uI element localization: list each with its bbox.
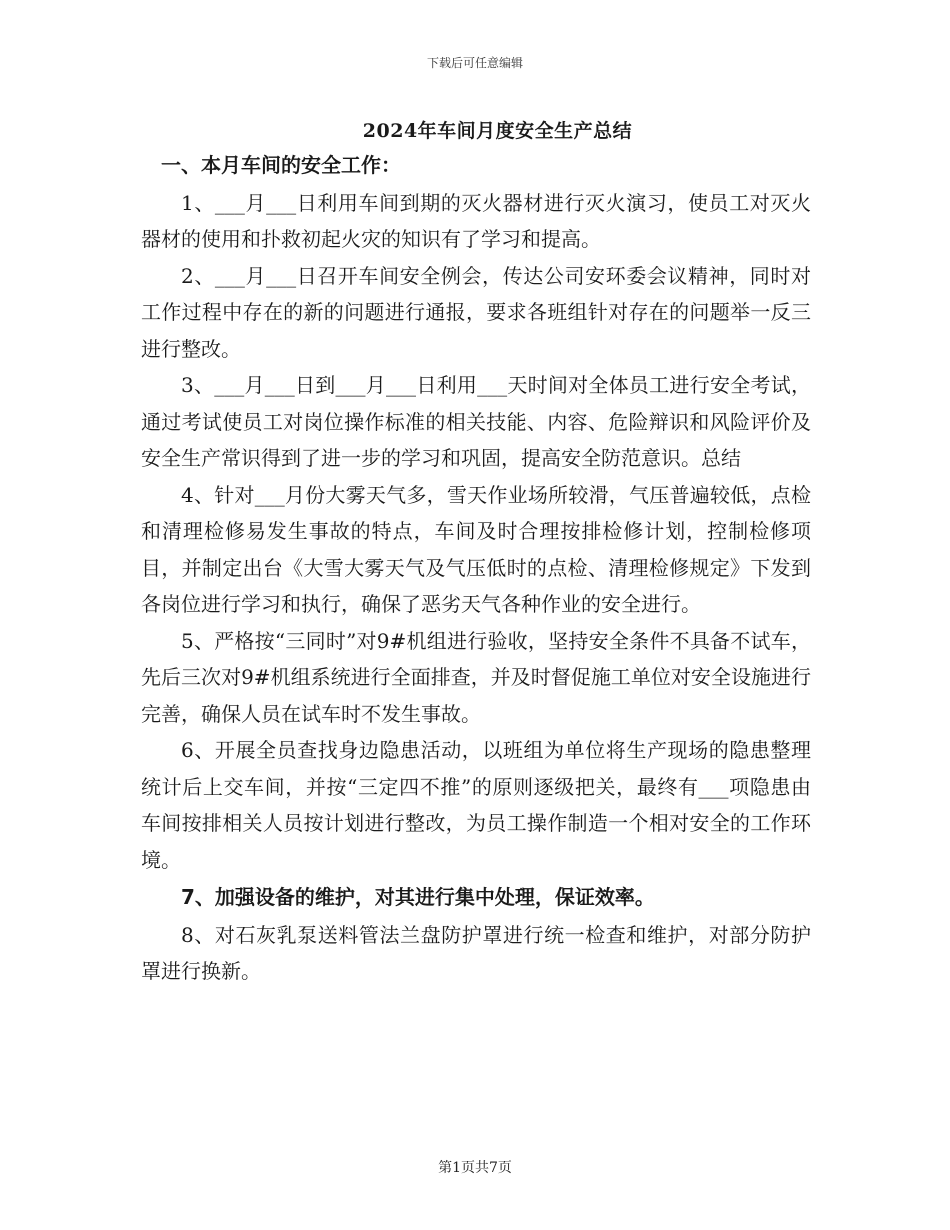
document-body (141, 146, 811, 990)
paragraph-8: 8、对石灰乳泵送料管法兰盘防护罩进行统一检查和维护，对部分防护罩进行换新。 (141, 922, 811, 983)
page-footer: 第1页共7页 (438, 1160, 512, 1176)
paragraph-7: 7、加强设备的维护，对其进行集中处理，保证效率。 (181, 885, 655, 909)
paragraph-4: 4、针对___月份大雾天气多，雪天作业场所较滑，气压普遍较低，点检和清理检修易发生事故的特点，车间及时合理按排检修计划，控制检修项目，并制定出台《大雪大雾天气及气压低时的点检、清理检修规定》下发到各岗位进行学习和执行，确保了恶劣天气各种作业的安全进行。 (141, 482, 811, 616)
document-title: 2024年车间月度安全生产总结 (362, 120, 633, 142)
paragraph-5: 5、严格按“三同时”对9#机组进行验收，坚持安全条件不具备不试车，先后三次对9#机组系统进行全面排查，并及时督促施工单位对安全设施进行完善，确保人员在试车时不发生事故。 (141, 628, 811, 726)
section-heading: 一、本月车间的安全工作： (161, 153, 401, 177)
paragraph-2: 2、___月___日召开车间安全例会，传达公司安环委会议精神，同时对工作过程中存在的新的问题进行通报，要求各班组针对存在的问题举一反三进行整改。 (141, 263, 811, 361)
paragraph-3: 3、___月___日到___月___日利用___天时间对全体员工进行安全考试，通过考试使员工对岗位操作标准的相关技能、内容、危险辩识和风险评价及安全生产常识得到了进一步的学习和巩固，提高安全防范意识。总结 (141, 373, 811, 470)
header-note: 下载后可任意编辑 (426, 56, 523, 70)
paragraph-1: 1、___月___日利用车间到期的灭火器材进行灭火演习，使员工对灭火器材的使用和扑救初起火灾的知识有了学习和提高。 (141, 190, 811, 251)
paragraph-6: 6、开展全员查找身边隐患活动，以班组为单位将生产现场的隐患整理统计后上交车间，并按“三定四不推”的原则逐级把关，最终有___项隐患由车间按排相关人员按计划进行整改，为员工操作制造一个相对安全的工作环境。 (141, 738, 811, 872)
